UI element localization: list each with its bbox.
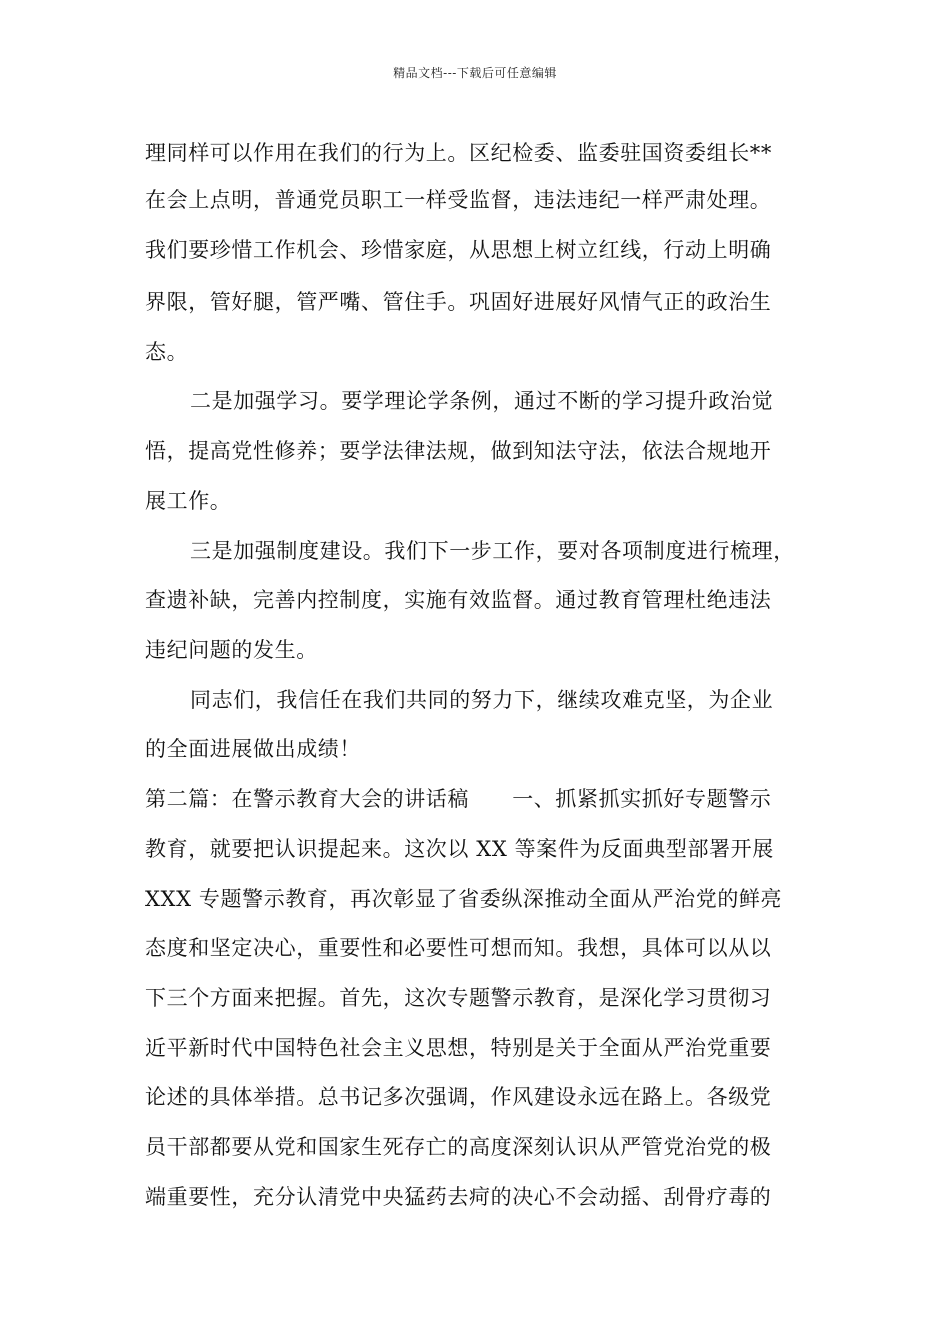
- text-line: 理同样可以作用在我们的行为上。区纪检委、监委驻国资委组长**: [145, 141, 772, 165]
- text-line: 的全面进展做出成绩！: [145, 737, 361, 761]
- text-line: 教育，就要把认识提起来。这次以 XX 等案件为反面典型部署开展: [145, 837, 774, 861]
- paragraph-start: 三是加强制度建设。我们下一步工作，要对各项制度进行梳理，: [190, 539, 795, 563]
- text-line: 近平新时代中国特色社会主义思想，特别是关于全面从严治党重要: [145, 1036, 772, 1060]
- text-line: 态度和坚定决心，重要性和必要性可想而知。我想，具体可以从以: [145, 936, 772, 960]
- text-line: 界限，管好腿，管严嘴、管住手。巩固好进展好风情气正的政治生: [145, 290, 772, 314]
- text-line: 态。: [145, 340, 189, 364]
- text-line: 在会上点明，普通党员职工一样受监督，违法违纪一样严肃处理。: [145, 188, 772, 212]
- text-line: 查遗补缺，完善内控制度，实施有效监督。通过教育管理杜绝违法: [145, 588, 772, 612]
- paragraph-start: 同志们，我信任在我们共同的努力下，继续攻难克坚，为企业: [190, 688, 774, 712]
- text-line: XXX 专题警示教育，再次彰显了省委纵深推动全面从严治党的鲜亮: [145, 887, 783, 911]
- page-header: 精品文档---下载后可任意编辑: [393, 66, 557, 80]
- text-line: 员干部都要从党和国家生死存亡的高度深刻认识从严管党治党的极: [145, 1135, 772, 1159]
- text-line: 下三个方面来把握。首先，这次专题警示教育，是深化学习贯彻习: [145, 986, 772, 1010]
- text-line: 论述的具体举措。总书记多次强调，作风建设永远在路上。各级党: [145, 1085, 772, 1109]
- text-line: 违纪问题的发生。: [145, 638, 318, 662]
- text-line: 端重要性，充分认清党中央猛药去疴的决心不会动摇、刮骨疗毒的: [145, 1185, 772, 1209]
- text-line: 悟，提高党性修养；要学法律法规，做到知法守法，依法合规地开: [145, 439, 772, 463]
- text-line: 展工作。: [145, 489, 232, 513]
- section-heading-line: 第二篇：在警示教育大会的讲话稿 一、抓紧抓实抓好专题警示: [145, 787, 772, 811]
- paragraph-start: 二是加强学习。要学理论学条例，通过不断的学习提升政治觉: [190, 389, 774, 413]
- text-line: 我们要珍惜工作机会、珍惜家庭，从思想上树立红线，行动上明确: [145, 238, 772, 262]
